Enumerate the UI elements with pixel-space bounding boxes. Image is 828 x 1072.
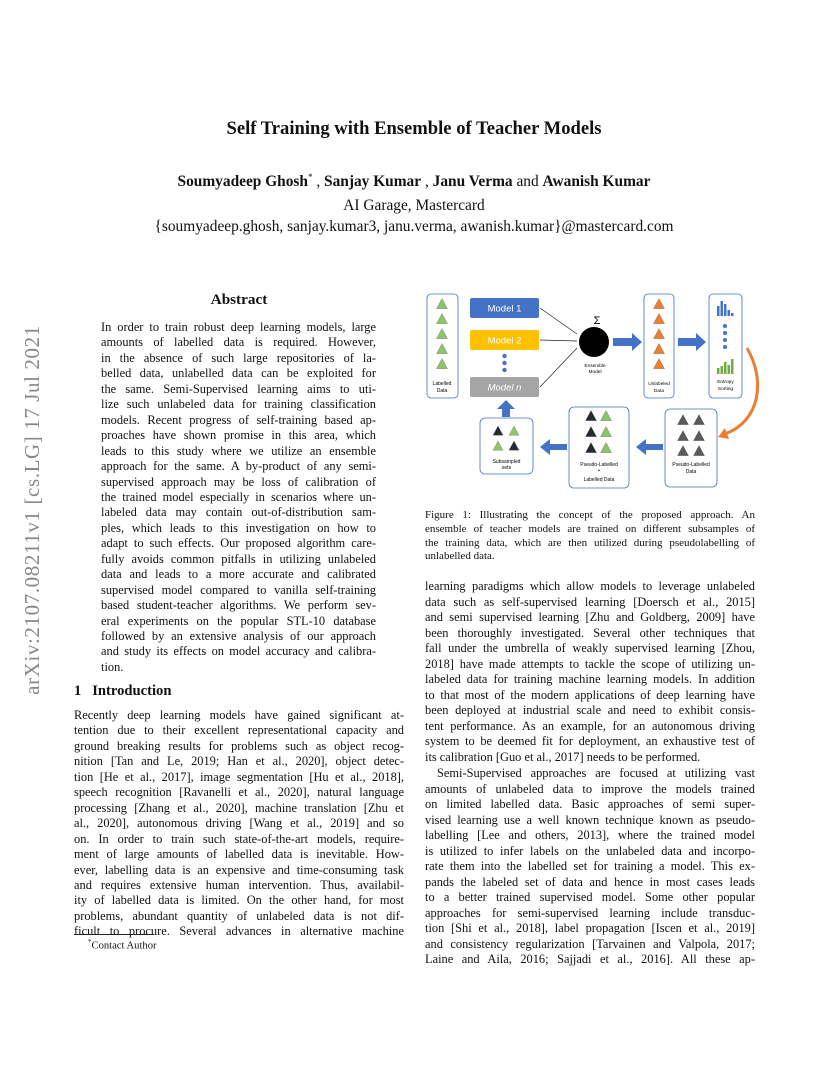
section-number: 1 — [74, 683, 82, 699]
abstract-line: ples, which leads to this investigation on how to — [101, 520, 376, 535]
ensemble-label-2: Model — [588, 370, 602, 375]
labelled-label-2: Data — [436, 388, 448, 394]
author-name: Janu Verma — [432, 173, 513, 191]
section-heading-introduction — [74, 683, 171, 700]
caption-line: Figure 1: Illustrating the concept of the proposed approach. An — [425, 509, 755, 521]
affiliation: AI Garage, Mastercard — [343, 197, 485, 214]
model-1-label: Model 1 — [487, 303, 522, 315]
abstract-line: adapt to such effects. Our proposed algorithm care- — [101, 536, 376, 551]
abstract-line: eral experiments on the popular STL-10 database — [101, 613, 376, 628]
connector-line — [540, 308, 577, 334]
entropy-label-2: Sorting — [717, 387, 734, 392]
section-title: Introduction — [92, 683, 172, 699]
abstract-line: approach for the same. A by-product of any semi- — [101, 459, 376, 474]
entropy-label-1: Entropy — [717, 380, 734, 385]
ensemble-model-node — [579, 327, 609, 357]
ellipsis-dot — [723, 331, 727, 335]
abstract-line: labeled data may contain out-of-distribution sam- — [101, 505, 376, 520]
body-line: Laine and Aila, 2016; Sajjadi et al., 2016]. All these ap- — [425, 952, 755, 966]
intro-line: tion [He et al., 2017], image segmentation [Hu et al., 2018], — [74, 769, 404, 784]
ellipsis-dot — [723, 324, 727, 328]
ellipsis-dot — [502, 361, 506, 365]
abstract-line: tion. — [101, 659, 124, 674]
author-name: Awanish Kumar — [542, 173, 651, 191]
body-line: tion [Shi et al., 2018], label propagation [Iscen et al., 2019] — [425, 921, 755, 935]
body-line: to that most of the modern applications of deep learning have — [425, 687, 755, 702]
pseudo-plus-label-1: Pseudo-Labelled — [580, 462, 618, 468]
body-line: fall under the umbrella of weakly supervised learning [Zhou, — [425, 641, 755, 655]
model-2-label: Model 2 — [487, 335, 522, 347]
pseudo-label-1: Pseudo-Labelled — [672, 462, 710, 468]
arrow-right-icon — [613, 333, 642, 351]
body-line: vised learning use a well known technique known as pseudo- — [425, 812, 755, 827]
abstract-line: models. Recent progress of self-training based ap- — [101, 412, 376, 427]
author-emails: {soumyadeep.ghosh, sanjay.kumar3, janu.verma, awanish.kumar}@mastercard.com — [154, 218, 674, 235]
body-line: and semi supervised learning [Zhu and Goldberg, 2009] have — [425, 610, 755, 624]
intro-line: and requires extensive human intervention. Thus, availabil- — [74, 877, 404, 892]
pseudo-plus-label-3: Labelled Data — [583, 477, 615, 483]
subsampled-label-2: sets — [501, 465, 512, 471]
pseudo-plus-label-2: + — [597, 468, 601, 474]
intro-line: tention due to their excellent representational capacity and — [74, 723, 404, 738]
author-separator: and — [512, 173, 543, 191]
body-line: been thoroughly investigated. Several other techniques that — [425, 625, 755, 640]
intro-line: Recently deep learning models have gained significant at- — [74, 708, 404, 722]
body-line: to a better trained supervised model. Some other popular — [425, 890, 755, 904]
author-name: Soumyadeep Ghosh — [177, 173, 308, 191]
intro-line: ficult to procure. Several advances in alternative machine — [74, 924, 404, 939]
intro-line: processing [Zhang et al., 2020], machine translation [Zhu et — [74, 800, 404, 815]
body-line: learning paradigms which allow models to leverage unlabeled — [425, 579, 755, 593]
abstract-line: leads to this study where we utilize an ensemble — [101, 443, 376, 458]
body-line: is utilized to infer labels on the unlabeled data and incorpo- — [425, 843, 755, 858]
unlabeled-label-2: Data — [653, 389, 665, 394]
body-line: labeled data for training machine learning models. In addition — [425, 672, 755, 686]
unlabeled-label-1: Unlabeled — [648, 382, 670, 387]
body-line: system to be deemed fit for deployment, an exhaustive test of — [425, 734, 755, 748]
abstract-line: in the absence of such large repositories of la- — [101, 350, 376, 365]
ellipsis-dot — [723, 338, 727, 342]
ellipsis-dot — [502, 368, 506, 372]
author-mark: * — [307, 172, 313, 182]
body-line: 2018] have made attempts to tackle the scope of utilizing un- — [425, 656, 755, 671]
pseudo-label-2: Data — [685, 469, 697, 475]
intro-line: speech recognition [Ravanelli et al., 2020], natural language — [74, 785, 404, 800]
intro-line: ground breaking results for problems such as object recog- — [74, 738, 404, 753]
body-line: and consistency regularization [Tarvainen and Valpola, 2017; — [425, 936, 755, 951]
body-line: tent performance. As an example, for an autonomous driving — [425, 718, 755, 733]
footnote-rule — [74, 934, 154, 935]
author-separator: , — [421, 173, 433, 191]
body-line: approaches for semi-supervised learning include transduc- — [425, 905, 755, 920]
caption-line: unlabelled data. — [425, 550, 495, 563]
intro-line: al., 2020], autonomous driving [Wang et al., 2019] and so — [74, 816, 404, 831]
intro-line: on. In order to train such state-of-the-art models, require- — [74, 831, 404, 846]
abstract-line: supervised model compared to vanilla self-training — [101, 582, 376, 597]
abstract-line: supervised approach may be loss of calibration of — [101, 474, 376, 489]
connector-line — [540, 340, 577, 341]
abstract-line: fully avoids common pitfalls in utilizing unlabeled — [101, 551, 376, 566]
caption-line: the training data, which are then utilized during pseudolabelling of — [425, 536, 755, 549]
arrow-left-icon — [540, 439, 567, 455]
footnote — [88, 938, 157, 952]
abstract-line: based student-teacher algorithms. We perform sev- — [101, 598, 376, 613]
footnote-mark: * — [88, 938, 92, 946]
intro-line: ity of labelled data is limited. On the other hand, for most — [74, 893, 404, 908]
paper-title: Self Training with Ensemble of Teacher Models — [226, 118, 602, 139]
abstract-line: and study its effects on model accuracy and calibra- — [101, 644, 376, 659]
body-line: its calibration [Guo et al., 2017] needs to be performed. — [425, 749, 701, 764]
abstract-line: belled data, unlabelled data can be exploited for — [101, 366, 376, 381]
body-line: Semi-Supervised approaches are focused at utilizing vast — [437, 766, 755, 780]
intro-line: ment of large amounts of labelled data is inevitable. How- — [74, 847, 404, 862]
author-name: Sanjay Kumar — [324, 173, 422, 191]
intro-line: nition [Tan and Le, 2019; Han et al., 2020], object detec- — [74, 754, 404, 769]
arxiv-identifier: arXiv:2107.08211v1 [cs.LG] 17 Jul 2021 — [20, 325, 44, 695]
arrow-up-icon — [497, 400, 515, 417]
body-line: pands the labeled set of data and hence in most cases leads — [425, 874, 755, 889]
connector-line — [540, 348, 577, 387]
author-separator: , — [312, 173, 325, 191]
caption-line: ensemble of teacher models are trained on different subsamples of — [425, 522, 755, 535]
pseudo-labelled-box — [665, 409, 717, 487]
subsampled-label-1: Subsampled — [492, 459, 521, 465]
abstract-line: followed by an extensive analysis of our approach — [101, 629, 376, 643]
intro-line: ever, labelling data is an expensive and time-consuming task — [74, 862, 404, 877]
body-line: rate them into the labelled set for training a model. This ex- — [425, 859, 755, 873]
abstract-line: In order to train robust deep learning models, large — [101, 320, 376, 334]
body-line: labelling [Lee and others, 2013], where the trained model — [425, 828, 755, 842]
body-line: amounts of unlabeled data to improve the models trained — [425, 781, 755, 796]
abstract-heading: Abstract — [210, 291, 268, 308]
author-list — [0, 172, 828, 191]
abstract-line: the trained model especially in scenarios where un- — [101, 489, 376, 504]
pseudo-plus-labelled-box — [569, 407, 629, 488]
arrow-left-icon — [636, 439, 663, 455]
ellipsis-dot — [502, 354, 506, 358]
intro-line: problems, abundant quantity of unlabeled data is not dif- — [74, 908, 404, 923]
abstract-line: the same. Semi-Supervised learning aims to uti- — [101, 381, 376, 396]
body-line: data such as self-supervised learning [Doersch et al., 2015] — [425, 594, 755, 609]
labelled-label-1: Labelled — [432, 381, 452, 387]
abstract-line: proaches have shown promise in this area, which — [101, 428, 376, 443]
ellipsis-dot — [723, 345, 727, 349]
ensemble-label-1: Ensemble — [584, 364, 606, 369]
footnote-text: Contact Author — [91, 940, 157, 952]
abstract-line: lize such unlabeled data for training classification — [101, 397, 376, 412]
figure-approach-diagram — [420, 286, 760, 492]
sigma-symbol: Σ — [593, 315, 601, 327]
abstract-line: amounts of labelled data is required. However, — [101, 335, 376, 350]
body-line: on limited labelled data. Basic approaches of semi super- — [425, 797, 755, 811]
abstract-line: data and leads to a more accurate and calibrated — [101, 567, 376, 582]
body-line: been deployed at industrial scale and need to exhibit consis- — [425, 703, 755, 717]
arrow-right-icon — [678, 333, 706, 351]
model-n-label: Model n — [487, 382, 522, 394]
